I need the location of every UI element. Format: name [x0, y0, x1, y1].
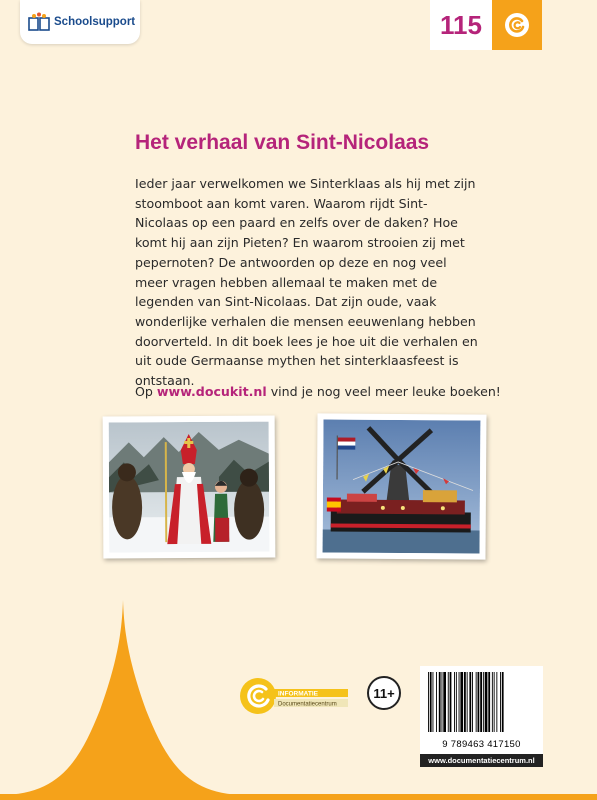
barcode-bar	[430, 672, 432, 732]
promo-suffix: vind je nog veel meer leuke boeken!	[266, 384, 501, 399]
footer-url-bar	[420, 754, 543, 767]
age-rating	[367, 676, 401, 710]
photo-sint-nicolaas-winter	[103, 416, 276, 559]
barcode-bar	[500, 672, 501, 732]
barcode	[420, 666, 543, 754]
barcode-bar	[467, 672, 468, 732]
footer-url[interactable]: www.documentatiecentrum.nl	[428, 756, 535, 765]
docukit-link[interactable]: www.docukit.nl	[156, 384, 267, 399]
barcode-bar	[469, 672, 471, 732]
barcode-bar	[483, 672, 484, 732]
barcode-bars	[426, 672, 537, 732]
promo-prefix: Op	[135, 384, 157, 399]
barcode-bar	[496, 672, 497, 732]
barcode-bar	[478, 672, 480, 732]
barcode-bar	[448, 672, 449, 732]
barcode-bar	[492, 672, 493, 732]
barcode-bar	[450, 672, 452, 732]
promo-line	[135, 384, 501, 399]
barcode-bar	[485, 672, 488, 732]
barcode-bar	[494, 672, 495, 732]
barcode-bar	[502, 672, 504, 732]
barcode-bar	[436, 672, 437, 732]
barcode-bar	[476, 672, 477, 732]
barcode-bar	[439, 672, 441, 732]
barcode-bar	[472, 672, 473, 732]
barcode-bar	[456, 672, 457, 732]
series-number-tab	[430, 0, 542, 50]
barcode-bar	[428, 672, 429, 732]
barcode-bar	[464, 672, 466, 732]
barcode-bar	[480, 672, 482, 732]
barcode-bar	[433, 672, 434, 732]
barcode-bar	[443, 672, 446, 732]
brand-name: Schoolsupport	[54, 16, 136, 28]
barcode-bar	[459, 672, 460, 732]
badge-label: INFORMATIE	[278, 690, 318, 698]
photo-windmill-boat	[316, 413, 486, 559]
barcode-number: 9 789463 417150	[442, 739, 521, 750]
book-logo-icon	[28, 12, 50, 32]
barcode-bar	[460, 672, 463, 732]
page-title: Het verhaal van Sint-Nicolaas	[135, 131, 430, 154]
barcode-bar	[442, 672, 443, 732]
schoolsupport-logo	[20, 0, 140, 44]
informatie-badge	[238, 676, 350, 716]
barcode-bar	[454, 672, 455, 732]
description-text: Ieder jaar verwelkomen we Sinterklaas als hij met zijn stoomboot aan komt varen. Waarom rijdt Sint-Nicolaas op een paard en zelfs over de daken? Hoe komt hij aan zijn Pieten? En waarom strooien zij met pepernoten? De antwoorden op deze en nog veel meer vragen hebben allemaal te maken met de legenden van Sint-Nicolaas. Dat zijn oude, vaak wonderlijke verhalen die mensen eeuwenlang hebben doorverteld. In dit boek lees je hoe uit die verhalen en uit oude Germaanse mythen het sinterklaasfeest is ontstaan.	[135, 176, 478, 389]
barcode-bar	[488, 672, 490, 732]
swirl-icon	[504, 12, 530, 38]
age-rating-label: 11+	[373, 685, 395, 701]
badge-sublabel: Documentatiecentrum	[278, 701, 337, 708]
series-number: 115	[440, 9, 482, 40]
